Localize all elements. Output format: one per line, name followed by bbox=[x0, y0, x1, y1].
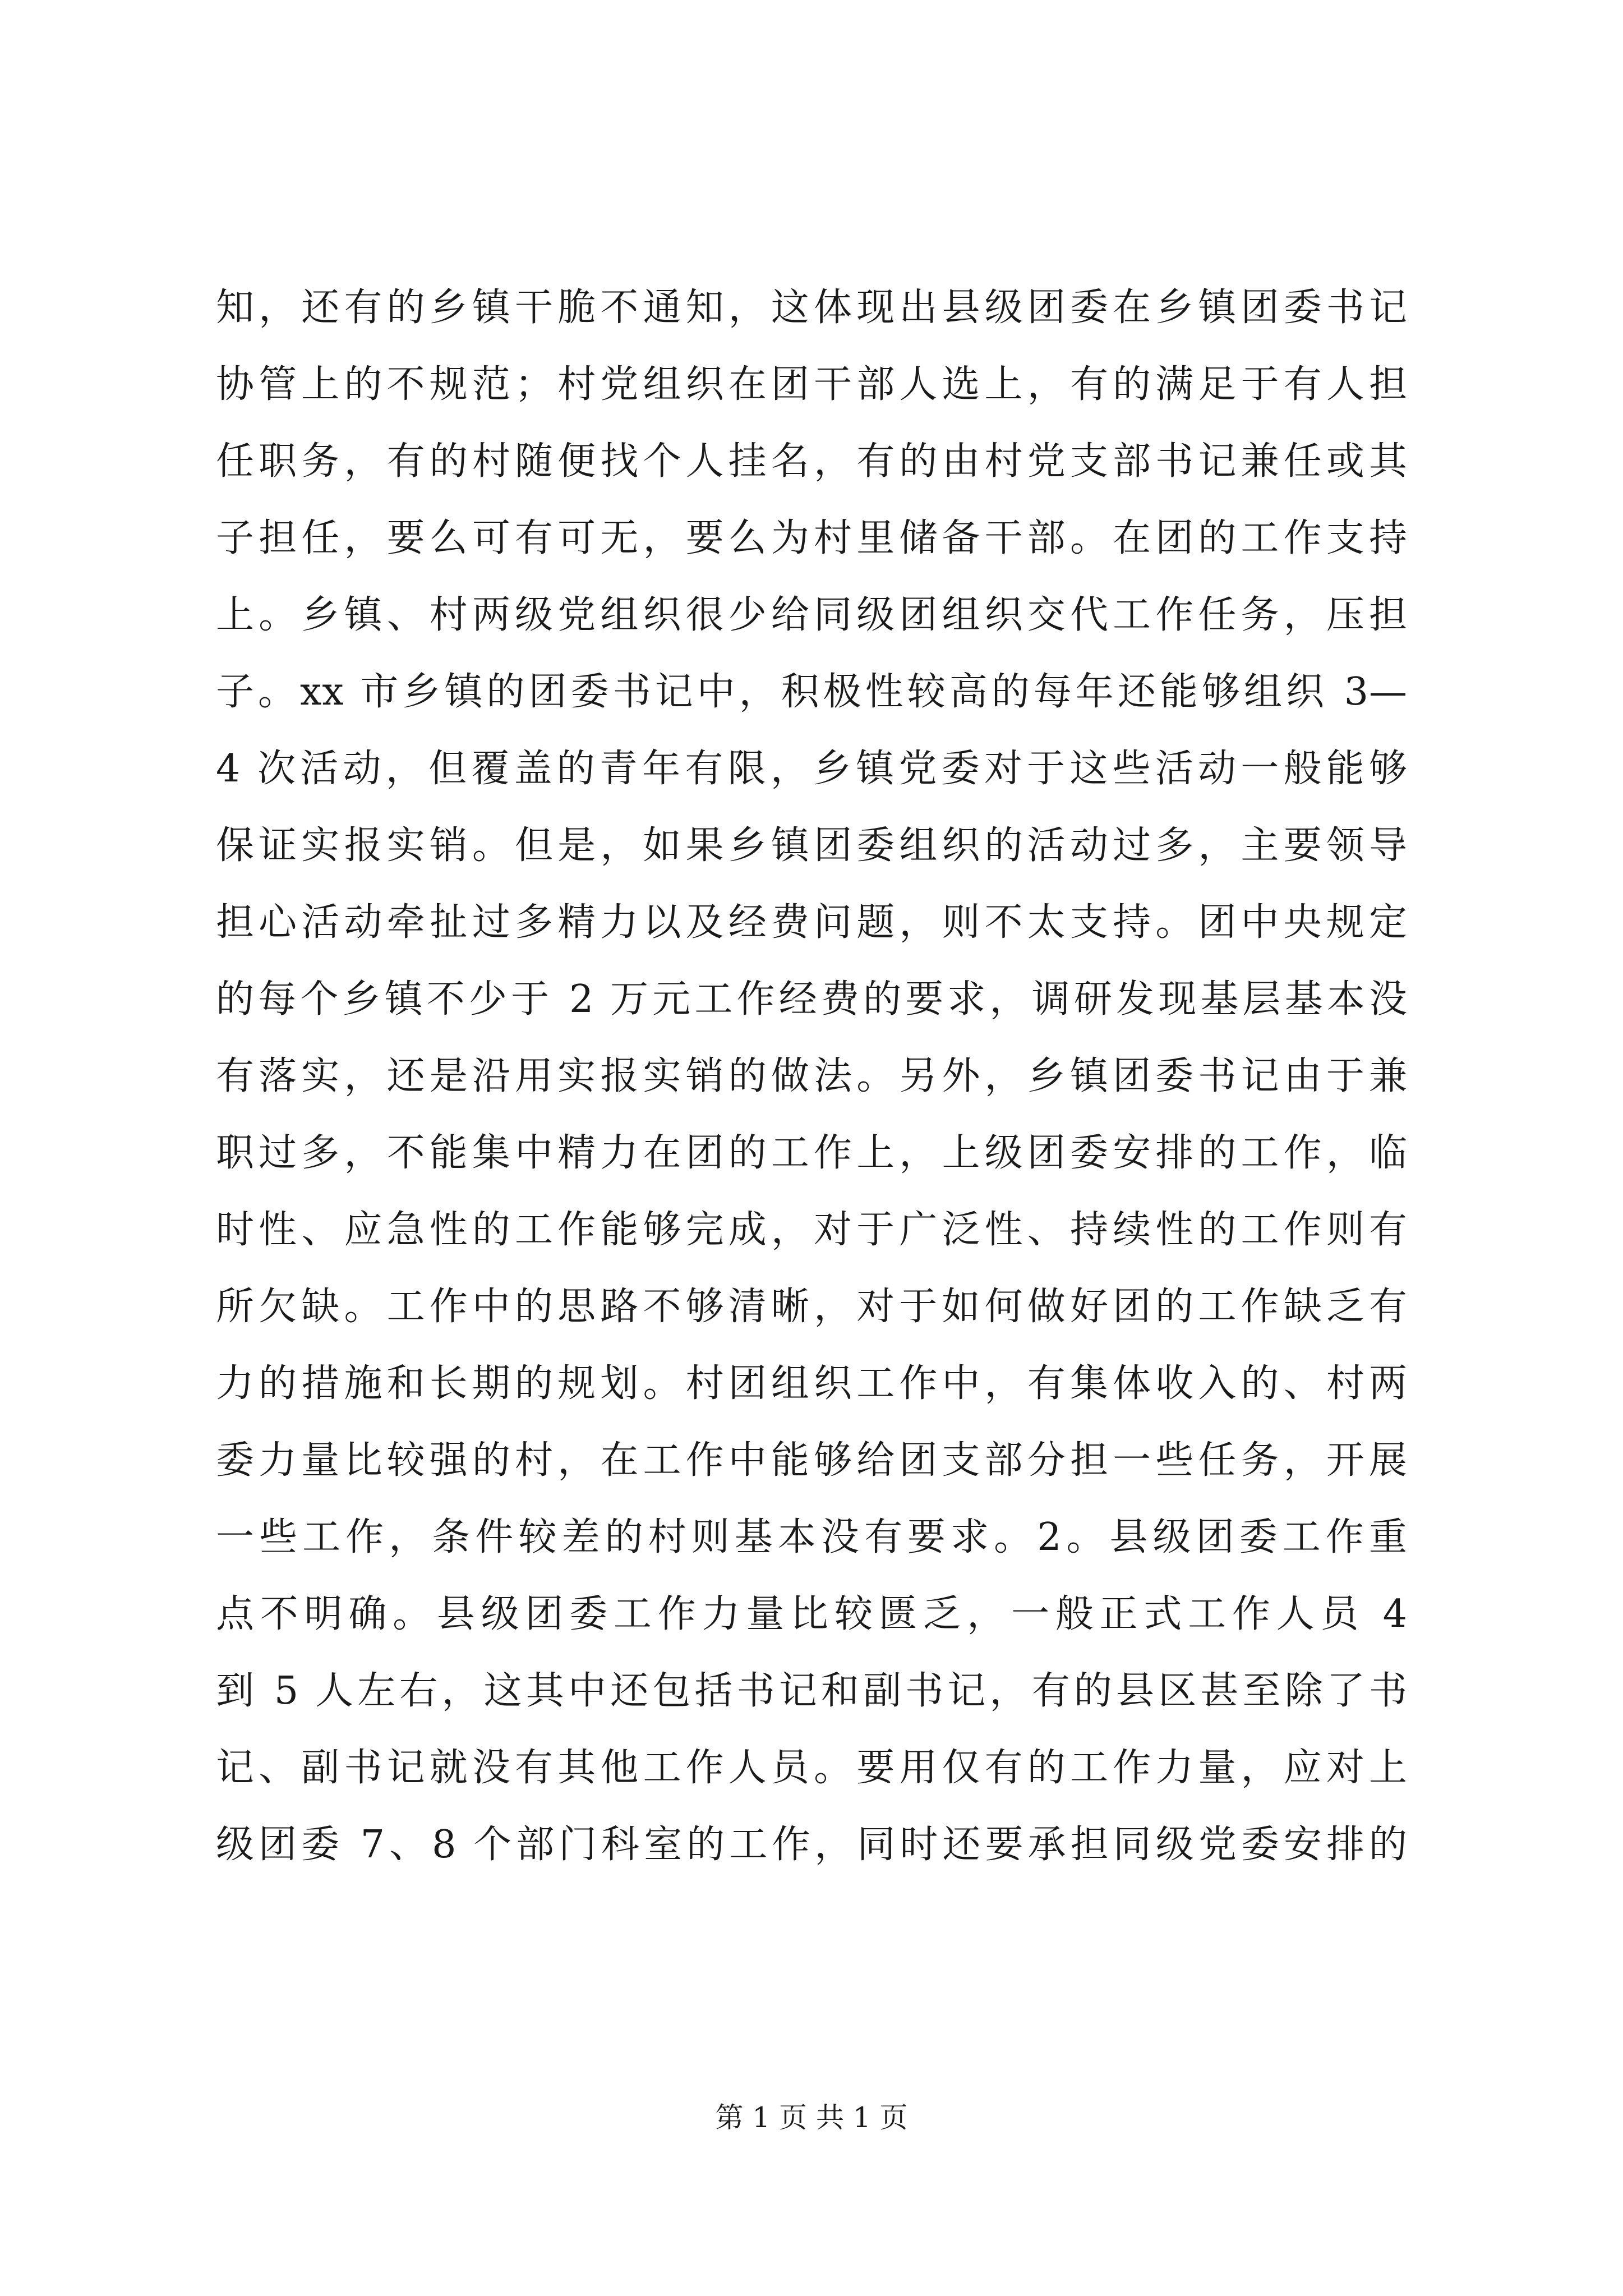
text-line: 任职务，有的村随便找个人挂名，有的由村党支部书记兼任或其 bbox=[216, 439, 1408, 484]
text-line: 级团委 7、8 个部门科室的工作，同时还要承担同级党委安排的 bbox=[216, 1823, 1408, 1867]
text-line: 子担任，要么可有可无，要么为村里储备干部。在团的工作支持 bbox=[216, 516, 1408, 560]
text-line: 职过多，不能集中精力在团的工作上，上级团委安排的工作，临 bbox=[216, 1131, 1408, 1175]
body-text bbox=[216, 269, 1408, 1883]
text-line: 上。乡镇、村两级党组织很少给同级团组织交代工作任务，压担 bbox=[216, 593, 1408, 637]
text-line: 点不明确。县级团委工作力量比较匮乏，一般正式工作人员 4 bbox=[216, 1592, 1408, 1636]
text-line: 协管上的不规范；村党组织在团干部人选上，有的满足于有人担 bbox=[216, 362, 1408, 407]
text-line: 保证实报实销。但是，如果乡镇团委组织的活动过多，主要领导 bbox=[216, 823, 1408, 868]
text-line: 4 次活动，但覆盖的青年有限，乡镇党委对于这些活动一般能够 bbox=[216, 747, 1408, 791]
text-line: 委力量比较强的村，在工作中能够给团支部分担一些任务，开展 bbox=[216, 1438, 1408, 1483]
text-line: 知，还有的乡镇干脆不通知，这体现出县级团委在乡镇团委书记 bbox=[216, 286, 1408, 330]
text-line: 子。xx 市乡镇的团委书记中，积极性较高的每年还能够组织 3— bbox=[216, 670, 1408, 714]
text-line: 有落实，还是沿用实报实销的做法。另外，乡镇团委书记由于兼 bbox=[216, 1054, 1408, 1098]
text-line: 一些工作，条件较差的村则基本没有要求。2。县级团委工作重 bbox=[216, 1515, 1408, 1559]
text-line: 所欠缺。工作中的思路不够清晰，对于如何做好团的工作缺乏有 bbox=[216, 1285, 1408, 1329]
text-line: 担心活动牵扯过多精力以及经费问题，则不太支持。团中央规定 bbox=[216, 900, 1408, 945]
text-line: 记、副书记就没有其他工作人员。要用仅有的工作力量，应对上 bbox=[216, 1746, 1408, 1790]
text-line: 力的措施和长期的规划。村团组织工作中，有集体收入的、村两 bbox=[216, 1361, 1408, 1406]
page-footer: 第 1 页 共 1 页 bbox=[715, 2101, 908, 2134]
text-line: 的每个乡镇不少于 2 万元工作经费的要求，调研发现基层基本没 bbox=[216, 977, 1408, 1022]
text-line: 到 5 人左右，这其中还包括书记和副书记，有的县区甚至除了书 bbox=[216, 1669, 1408, 1713]
text-line: 时性、应急性的工作能够完成，对于广泛性、持续性的工作则有 bbox=[216, 1208, 1408, 1252]
